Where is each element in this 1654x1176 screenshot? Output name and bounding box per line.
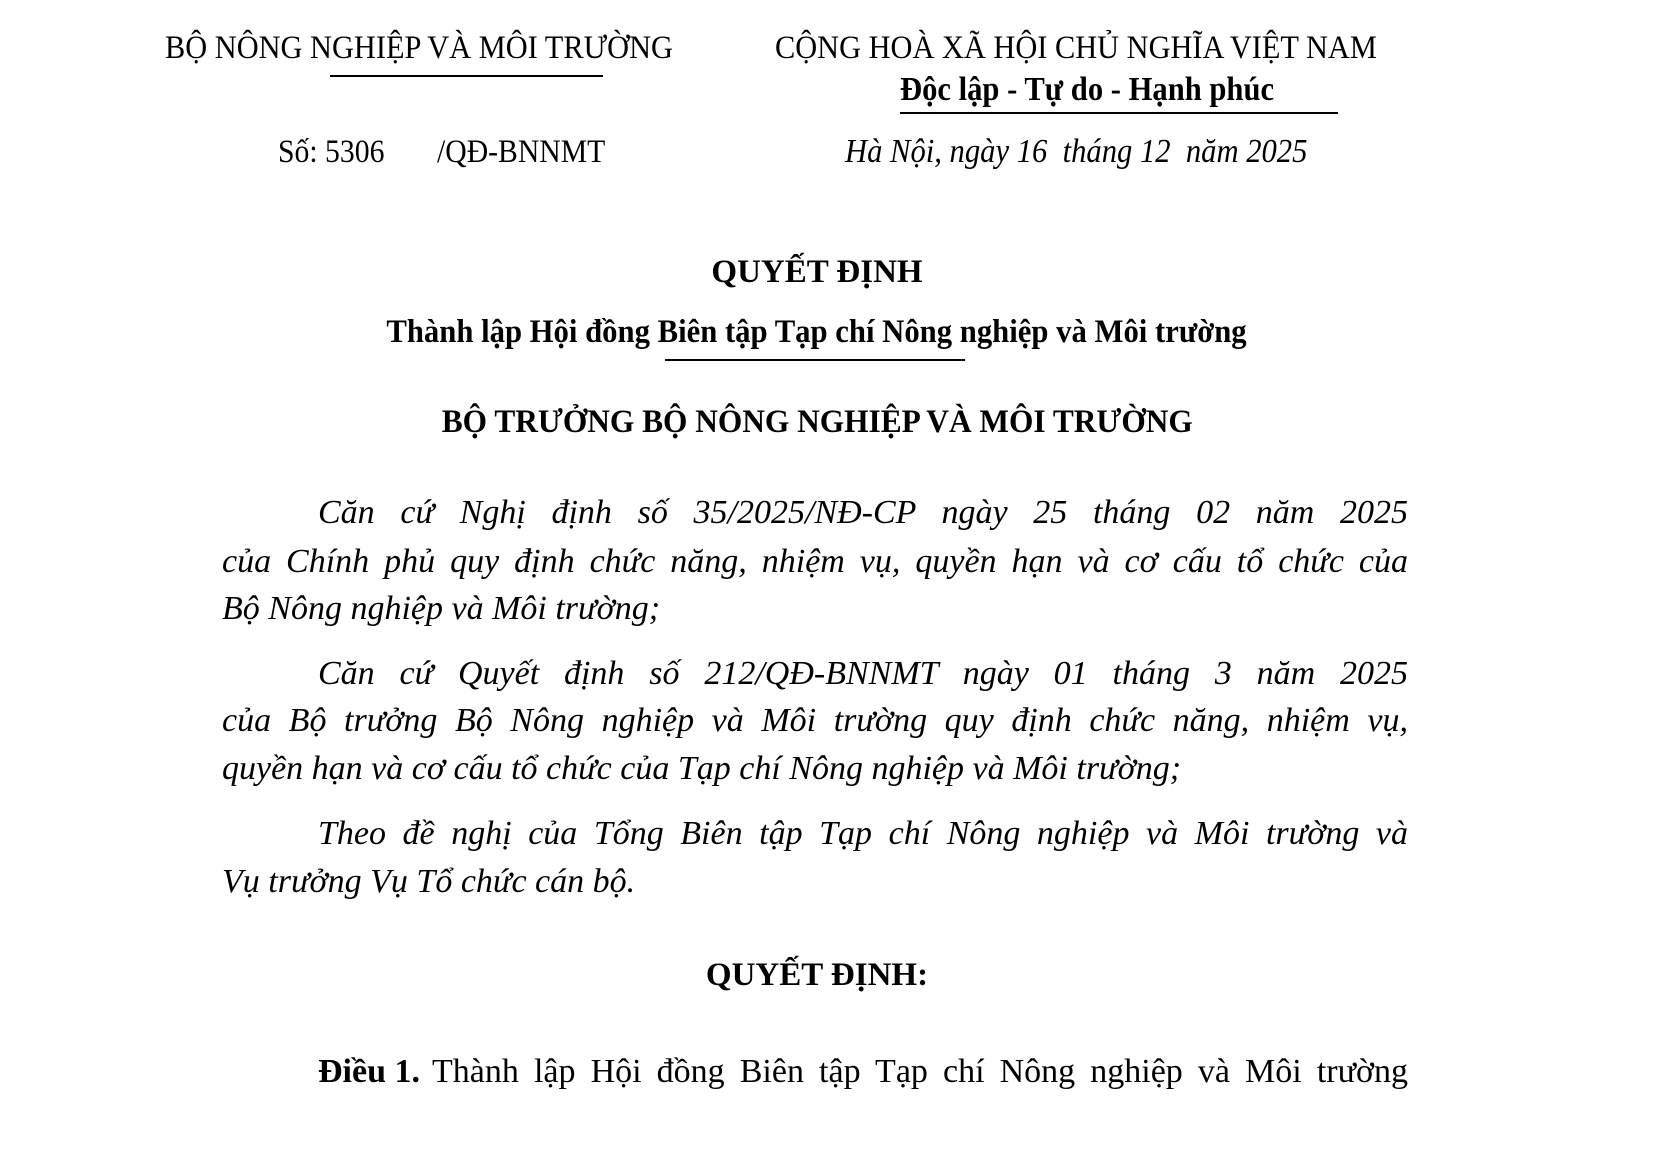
preamble-line: Vụ trưởng Vụ Tổ chức cán bộ. [222,863,636,900]
article-1-text: Thành lập Hội đồng Biên tập Tạp chí Nông nghiệp và Môi trường [432,1053,1408,1090]
preamble-line: Căn cứ Quyết định số 212/QĐ-BNNMT ngày 01 tháng 3 năm 2025 [318,655,1408,692]
preamble-line: quyền hạn và cơ cấu tổ chức của Tạp chí Nông nghiệp và Môi trường; [222,750,1182,787]
issuing-authority: BỘ TRƯỞNG BỘ NÔNG NGHIỆP VÀ MÔI TRƯỜNG [441,404,1193,440]
document-subject: Thành lập Hội đồng Biên tập Tạp chí Nông nghiệp và Môi trường [386,314,1248,350]
document-number: Số: 5306 [278,134,385,170]
article-1 [318,1050,1408,1094]
motto: Độc lập - Tự do - Hạnh phúc [900,71,1275,108]
document-number-suffix: /QĐ-BNNMT [437,134,606,170]
preamble-line: của Chính phủ quy định chức năng, nhiệm vụ, quyền hạn và cơ cấu tổ chức của [222,543,1408,580]
preamble-line: Căn cứ Nghị định số 35/2025/NĐ-CP ngày 25 tháng 02 năm 2025 [318,494,1408,531]
article-1-label: Điều 1. [318,1053,420,1090]
subject-underline [665,359,965,361]
ministry-underline [330,75,603,77]
motto-underline [900,112,1338,114]
document-type: QUYẾT ĐỊNH [711,254,923,290]
country-name: CỘNG HOÀ XÃ HỘI CHỦ NGHĨA VIỆT NAM [775,30,1377,66]
decision-heading: QUYẾT ĐỊNH: [705,957,929,993]
preamble-line: Theo đề nghị của Tổng Biên tập Tạp chí Nông nghiệp và Môi trường và [318,815,1408,852]
preamble-line: của Bộ trưởng Bộ Nông nghiệp và Môi trường quy định chức năng, nhiệm vụ, [222,702,1408,739]
ministry-name: BỘ NÔNG NGHIỆP VÀ MÔI TRƯỜNG [165,30,673,66]
preamble-line: Bộ Nông nghiệp và Môi trường; [222,590,661,627]
place-date: Hà Nội, ngày 16 tháng 12 năm 2025 [845,133,1308,170]
